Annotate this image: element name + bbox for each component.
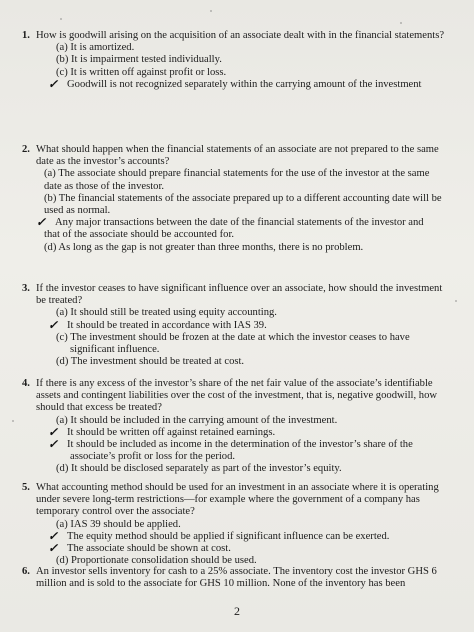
option-text: It should be included as income in the determination of the investor’s share of the xyxy=(67,439,413,451)
option-d: (d) Proportionate consolidation should be used. xyxy=(56,555,257,567)
question-stem: What accounting method should be used for an investment in an associate where it is operating under severe long-term restrictions—for example where the government of a company has temporary control over the associate? xyxy=(36,482,439,518)
option-text: Goodwill is not recognized separately within the carrying amount of the investment xyxy=(67,78,422,90)
option-b: (b) It is impairment tested individually. xyxy=(56,54,222,66)
option-b: (b) The financial statements of the associate prepared up to a different accounting date will be used as normal. xyxy=(44,192,442,217)
option-c-selected xyxy=(48,437,454,452)
question-number: 6. xyxy=(22,566,30,577)
question-3 xyxy=(22,283,454,368)
question-4 xyxy=(22,378,454,476)
page-number: 2 xyxy=(234,604,240,618)
option-text: Any major transactions between the date of the financial statements of the investor and xyxy=(55,217,424,229)
option-d: (d) The investment should be treated at cost. xyxy=(56,356,245,368)
option-a: (a) It should still be treated using equity accounting. xyxy=(56,307,277,319)
option-c: (c) It is written off against profit or loss. xyxy=(56,66,227,78)
option-a: (a) IAS 39 should be applied. xyxy=(56,518,181,530)
option-d: (d) As long as the gap is not greater than three months, there is no problem. xyxy=(44,241,364,253)
option-b-selected xyxy=(48,317,454,332)
handwritten-tick-icon: ✓ xyxy=(48,437,59,452)
option-c: (c) The investment should be frozen at the date at which the investor ceases to have xyxy=(56,331,410,343)
option-c-continued: associate’s profit or loss for the period. xyxy=(70,451,236,463)
option-b xyxy=(48,424,454,439)
option-text: It should be written off against retained earnings. xyxy=(67,426,276,438)
handwritten-tick-icon: ✓ xyxy=(48,76,59,91)
option-d: (d) It should be disclosed separately as part of the investor’s equity. xyxy=(56,463,342,475)
question-number: 3. xyxy=(22,283,30,294)
question-1 xyxy=(22,30,454,91)
handwritten-tick-icon: ✓ xyxy=(48,317,59,332)
question-2 xyxy=(22,144,454,254)
option-text: The associate should be shown at cost. xyxy=(67,543,231,555)
handwritten-tick-icon: ✓ xyxy=(36,215,47,230)
question-number: 2. xyxy=(22,144,30,155)
question-stem: If the investor ceases to have significant influence over an associate, how should the investment be treated? xyxy=(36,283,443,307)
handwritten-mark-icon: ✓ xyxy=(48,424,59,439)
option-text: It should be treated in accordance with IAS 39. xyxy=(67,319,267,331)
question-5 xyxy=(22,482,454,567)
option-c-selected xyxy=(36,215,454,230)
handwritten-mark-icon: ✓ xyxy=(48,541,59,556)
question-stem: If there is any excess of the investor’s share of the net fair value of the associate’s identifiable assets and contingent liabilities over the cost of the investment, that is, negative goodwill, how should that excess be treated? xyxy=(36,378,438,414)
question-6 xyxy=(22,566,454,590)
option-c-continued: significant influence. xyxy=(70,344,160,356)
question-stem: What should happen when the financial statements of an associate are not prepared to the same date as the investor’s accounts? xyxy=(36,144,439,168)
option-text: The equity method should be applied if significant influence can be exerted. xyxy=(67,530,390,542)
question-number: 1. xyxy=(22,30,30,41)
option-b-selected xyxy=(48,528,454,543)
option-a: (a) The associate should prepare financial statements for the use of the investor at the same xyxy=(44,168,430,180)
option-c-continued: that of the associate should be accounted for. xyxy=(44,229,235,241)
question-number: 5. xyxy=(22,482,30,493)
option-a: (a) It is amortized. xyxy=(56,42,135,54)
question-stem: How is goodwill arising on the acquisition of an associate dealt with in the financial statements? xyxy=(36,30,445,41)
option-c xyxy=(48,541,454,556)
option-a: (a) It should be included in the carrying amount of the investment. xyxy=(56,414,338,426)
question-stem: An investor sells inventory for cash to a 25% associate. The inventory cost the investor GHS 6 million and is sold to the associate for GHS 10 million. None of the inventory has been xyxy=(36,566,437,590)
option-a-continued: date as those of the investor. xyxy=(44,180,165,192)
handwritten-tick-icon: ✓ xyxy=(48,528,59,543)
option-d-selected xyxy=(48,76,454,91)
question-number: 4. xyxy=(22,378,30,389)
